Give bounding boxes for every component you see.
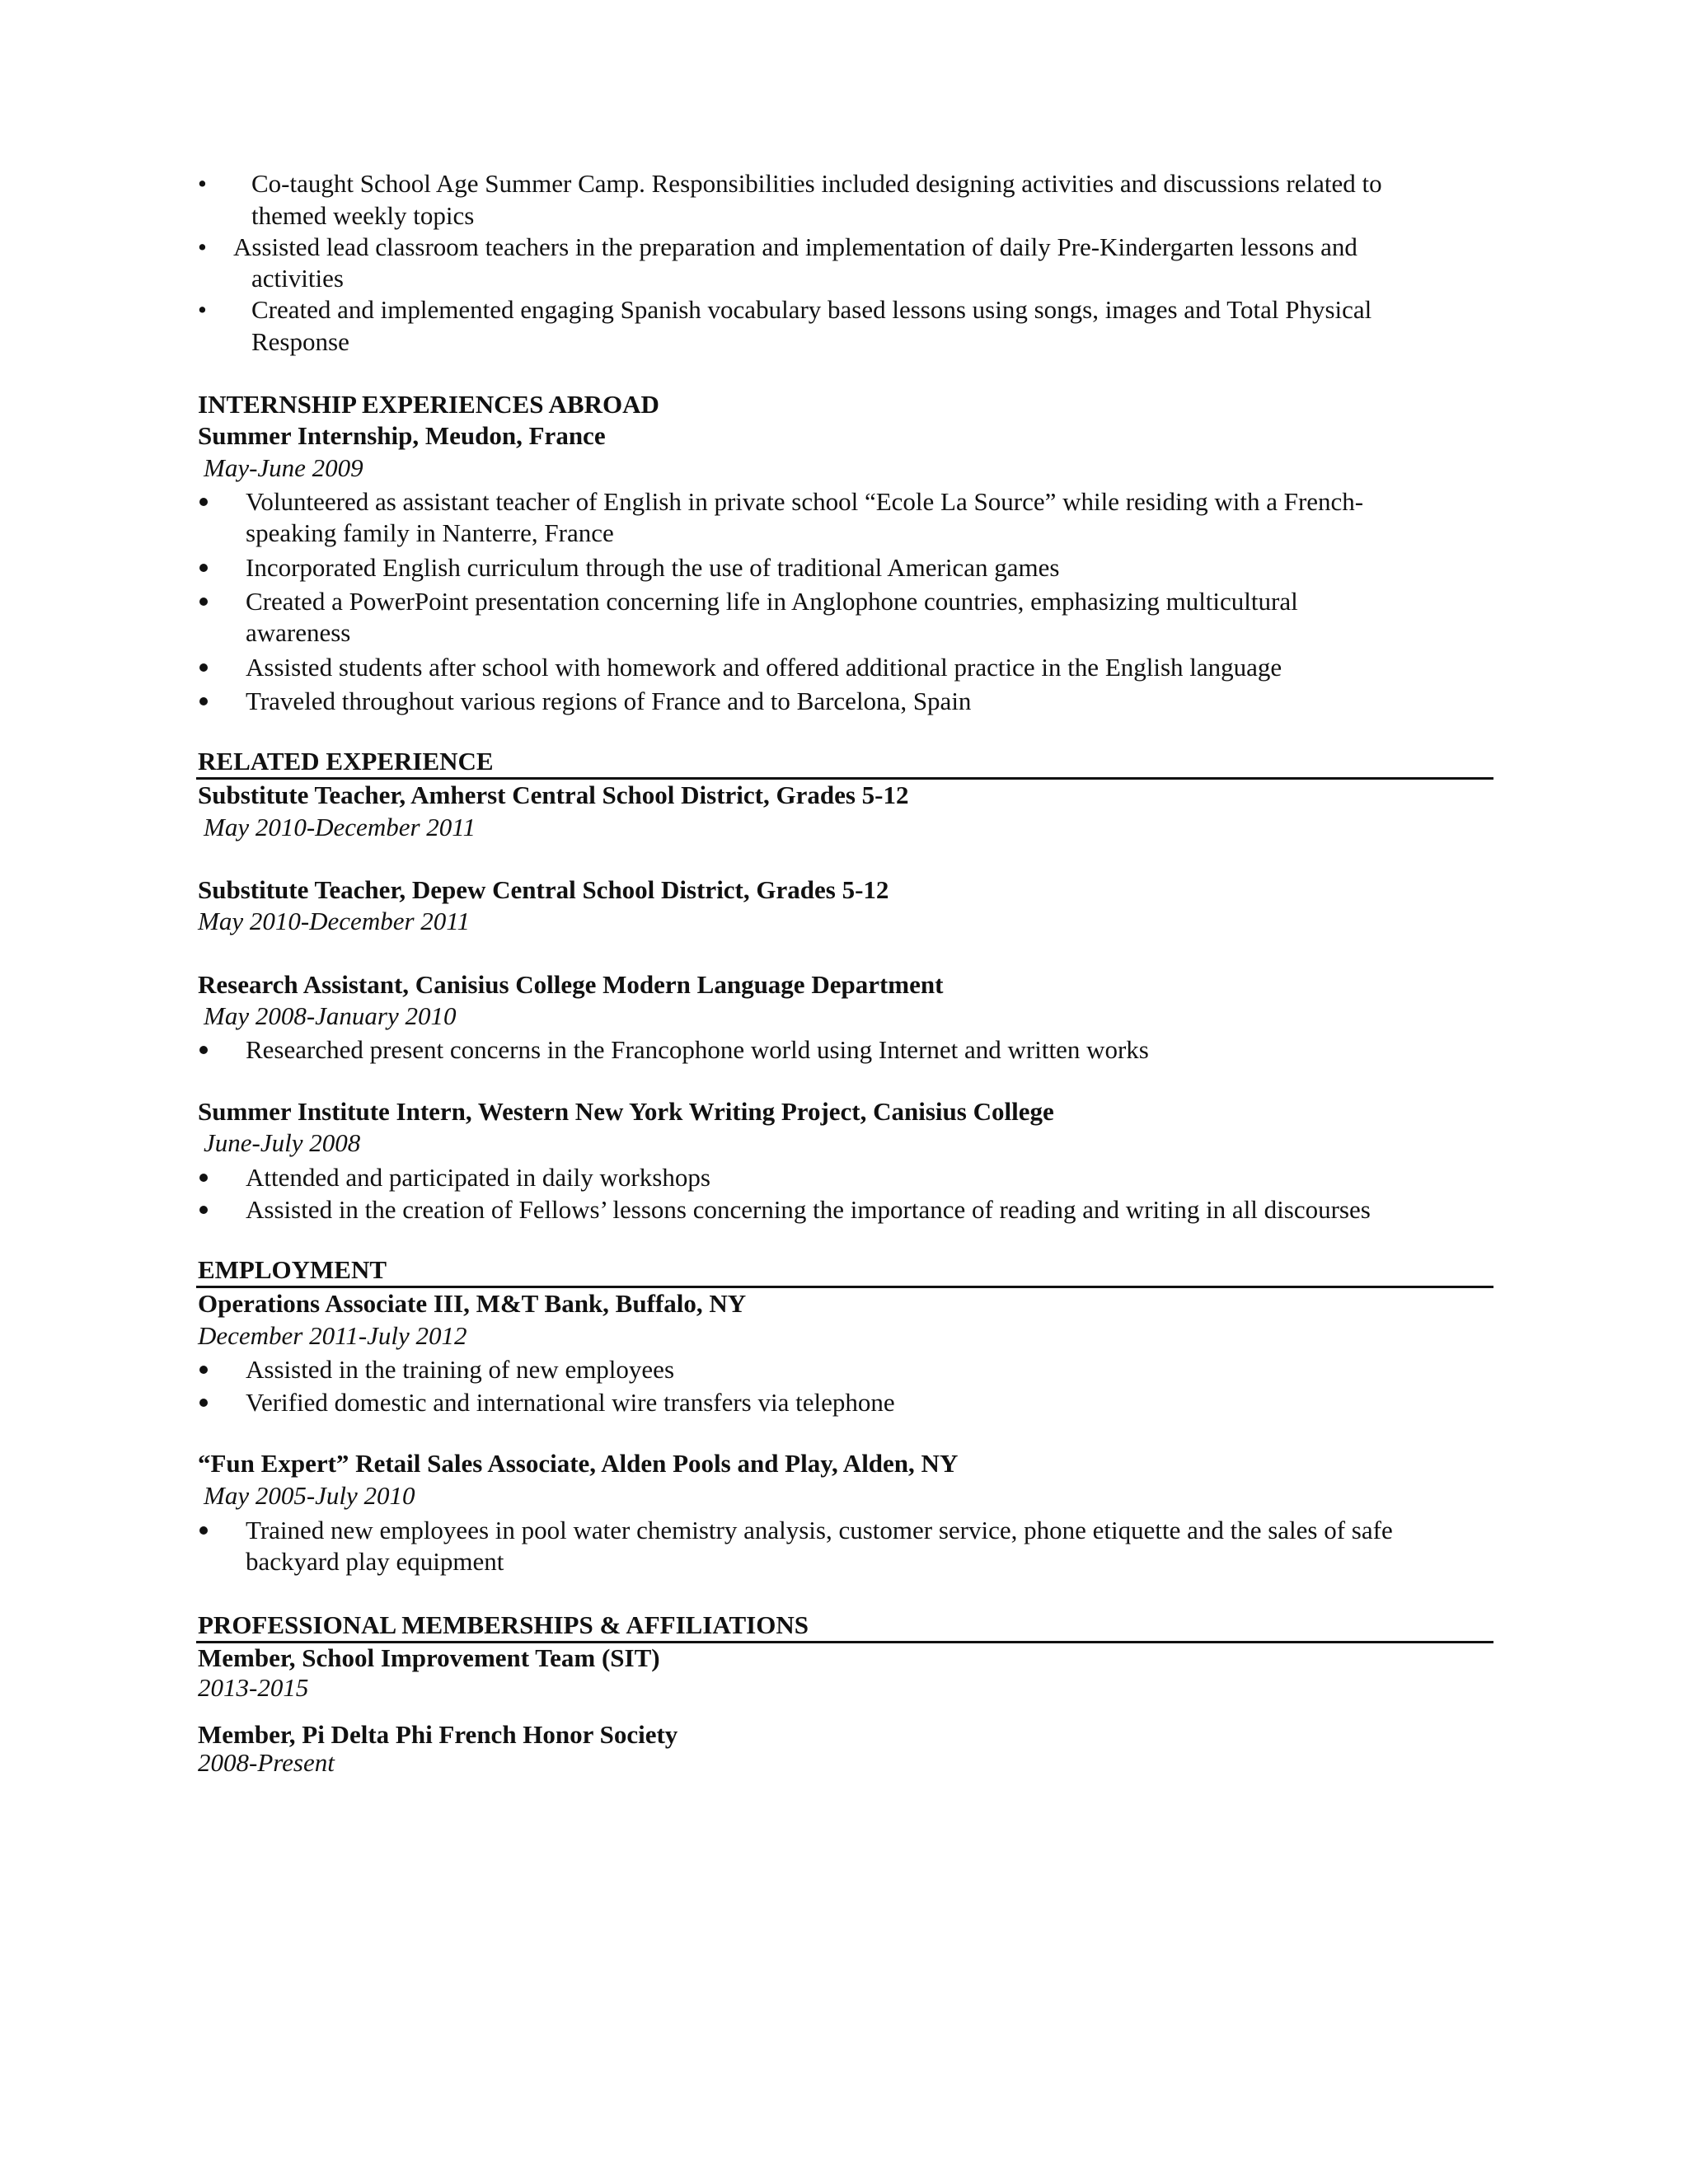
bullet-dot-icon bbox=[199, 697, 208, 705]
internship-dates: May-June 2009 bbox=[204, 453, 363, 482]
internship-bullet-line: Incorporated English curriculum through the use of traditional American games bbox=[246, 553, 1060, 582]
intro-bullet-3-line-2: Response bbox=[251, 327, 349, 356]
membership-title: Member, School Improvement Team (SIT) bbox=[198, 1643, 660, 1672]
membership-dates: 2008-Present bbox=[198, 1748, 335, 1777]
bullet-symbol: • bbox=[198, 232, 207, 261]
bullet-dot-icon bbox=[199, 1366, 208, 1374]
bullet-symbol: • bbox=[198, 169, 207, 198]
job-bullet: Assisted in the training of new employees bbox=[246, 1355, 675, 1384]
bullet-dot-icon bbox=[199, 1206, 208, 1214]
job-title: Research Assistant, Canisius College Modern Language Department bbox=[198, 970, 944, 999]
section-heading-memberships: PROFESSIONAL MEMBERSHIPS & AFFILIATIONS bbox=[198, 1610, 809, 1639]
job-title: Substitute Teacher, Depew Central School District, Grades 5-12 bbox=[198, 875, 889, 904]
job-title: Summer Institute Intern, Western New York Writing Project, Canisius College bbox=[198, 1097, 1054, 1126]
intro-bullet-2-line-2: activities bbox=[251, 264, 344, 293]
job-dates: May 2005-July 2010 bbox=[204, 1481, 415, 1510]
section-heading-internship: INTERNSHIP EXPERIENCES ABROAD bbox=[198, 390, 659, 419]
job-bullet: Trained new employees in pool water chemistry analysis, customer service, phone etiquette and the sales of safe bbox=[246, 1516, 1393, 1544]
internship-bullet-line: Assisted students after school with homework and offered additional practice in the English language bbox=[246, 653, 1282, 682]
bullet-dot-icon bbox=[199, 598, 208, 606]
intro-bullet-2-line-1: Assisted lead classroom teachers in the preparation and implementation of daily Pre-Kindergarten lessons and bbox=[233, 232, 1357, 261]
membership-title: Member, Pi Delta Phi French Honor Society bbox=[198, 1720, 678, 1749]
bullet-dot-icon bbox=[199, 1046, 208, 1054]
job-dates: December 2011-July 2012 bbox=[198, 1321, 467, 1350]
job-bullet: Verified domestic and international wire transfers via telephone bbox=[246, 1388, 895, 1417]
job-bullet: Attended and participated in daily workshops bbox=[246, 1163, 710, 1192]
job-bullet: Assisted in the creation of Fellows’ lessons concerning the importance of reading and writing in all discourses bbox=[246, 1195, 1371, 1224]
bullet-dot-icon bbox=[199, 663, 208, 672]
bullet-dot-icon bbox=[199, 498, 208, 506]
bullet-dot-icon bbox=[199, 1526, 208, 1535]
job-bullet: Researched present concerns in the Francophone world using Internet and written works bbox=[246, 1035, 1149, 1064]
intro-bullet-3-line-1: Created and implemented engaging Spanish vocabulary based lessons using songs, images and Total Physical bbox=[251, 295, 1372, 324]
job-dates: May 2010-December 2011 bbox=[198, 907, 470, 935]
bullet-symbol: • bbox=[198, 295, 207, 324]
job-title: Operations Associate III, M&T Bank, Buffalo, NY bbox=[198, 1289, 747, 1318]
internship-bullet-line: Traveled throughout various regions of France and to Barcelona, Spain bbox=[246, 687, 972, 715]
bullet-dot-icon bbox=[199, 1399, 208, 1407]
job-dates: May 2010-December 2011 bbox=[204, 813, 476, 841]
internship-bullet-line: Volunteered as assistant teacher of English in private school “Ecole La Source” while residing with a French- bbox=[246, 487, 1364, 516]
job-title: Substitute Teacher, Amherst Central School District, Grades 5-12 bbox=[198, 780, 909, 809]
section-heading-related: RELATED EXPERIENCE bbox=[198, 747, 494, 776]
bullet-dot-icon bbox=[199, 564, 208, 572]
internship-bullet-line: awareness bbox=[246, 618, 351, 647]
job-title: “Fun Expert” Retail Sales Associate, Alden Pools and Play, Alden, NY bbox=[198, 1449, 959, 1478]
internship-title: Summer Internship, Meudon, France bbox=[198, 421, 606, 450]
job-bullet: backyard play equipment bbox=[246, 1547, 504, 1576]
intro-bullet-1-line-1: Co-taught School Age Summer Camp. Responsibilities included designing activities and discussions related to bbox=[251, 169, 1382, 198]
internship-bullet-line: speaking family in Nanterre, France bbox=[246, 518, 614, 547]
internship-bullet-line: Created a PowerPoint presentation concerning life in Anglophone countries, emphasizing multicultural bbox=[246, 587, 1298, 616]
job-dates: May 2008-January 2010 bbox=[204, 1001, 457, 1030]
section-heading-employment: EMPLOYMENT bbox=[198, 1255, 387, 1284]
job-dates: June-July 2008 bbox=[204, 1128, 361, 1157]
intro-bullet-1-line-2: themed weekly topics bbox=[251, 201, 475, 230]
bullet-dot-icon bbox=[199, 1174, 208, 1182]
membership-dates: 2013-2015 bbox=[198, 1673, 309, 1702]
